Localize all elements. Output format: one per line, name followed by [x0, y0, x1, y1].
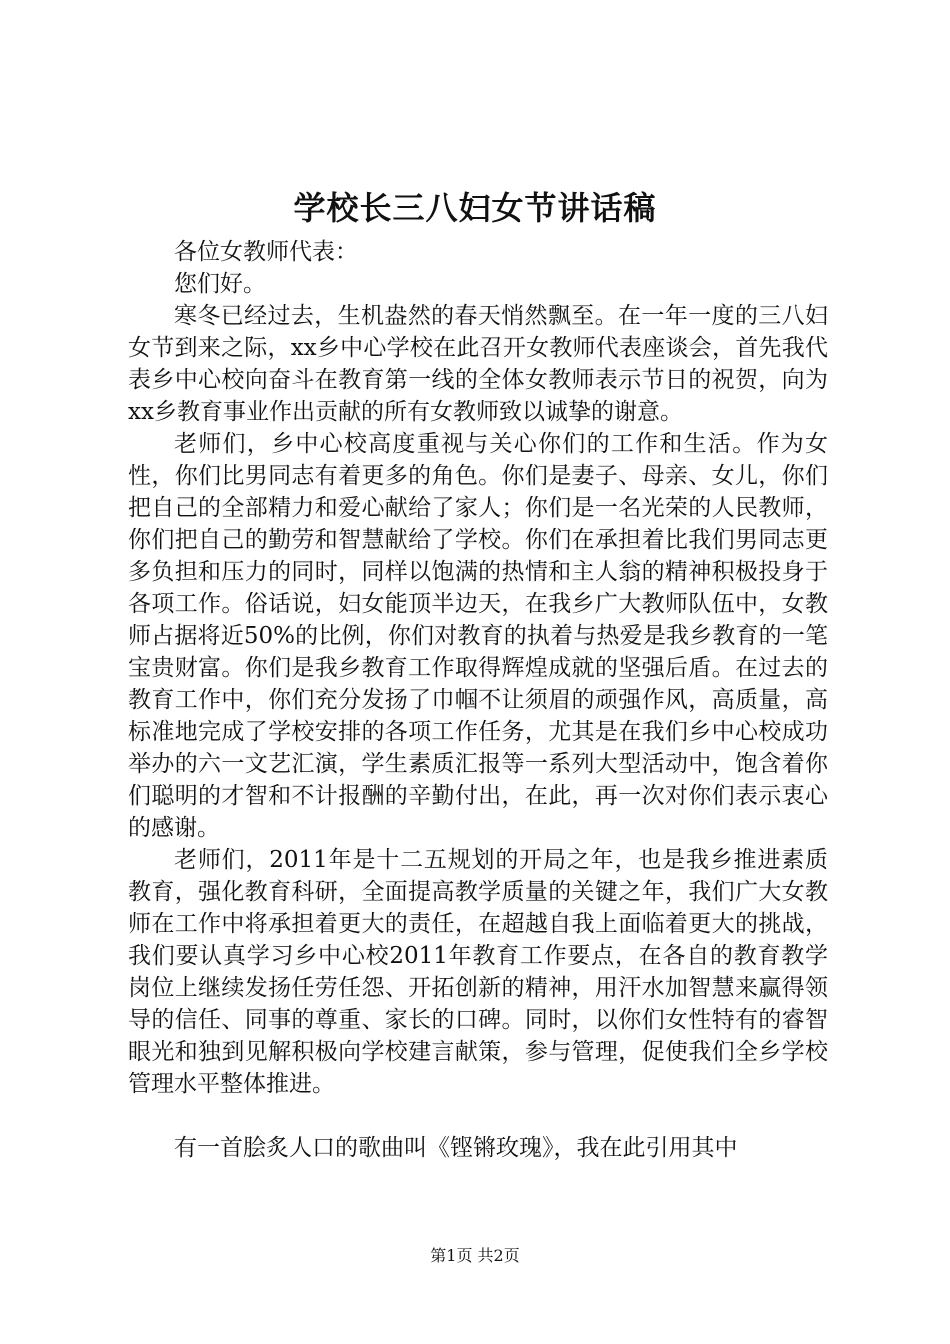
document-body — [128, 236, 828, 1164]
paragraph: 有一首脍炙人口的歌曲叫《铿锵玫瑰》，我在此引用其中 — [174, 1135, 738, 1161]
paragraph: 寒冬已经过去，生机盎然的春天悄然飘至。在一年一度的三八妇女节到来之际，xx乡中心学校在此召开女教师代表座谈会，首先我代表乡中心校向奋斗在教育第一线的全体女教师表示节日的祝贺，向为xx乡教育事业作出贡献的所有女教师致以诚挚的谢意。 — [128, 303, 828, 425]
paragraph: 老师们，乡中心校高度重视与关心你们的工作和生活。作为女性，你们比男同志有着更多的角色。你们是妻子、母亲、女儿，你们把自己的全部精力和爱心献给了家人；你们是一名光荣的人民教师，你们把自己的勤劳和智慧献给了学校。你们在承担着比我们男同志更多负担和压力的同时，同样以饱满的热情和主人翁的精神积极投身于各项工作。俗话说，妇女能顶半边天，在我乡广大教师队伍中，女教师占据将近50%的比例，你们对教育的执着与热爱是我乡教育的一笔宝贵财富。你们是我乡教育工作取得辉煌成就的坚强后盾。在过去的教育工作中，你们充分发扬了巾帼不让须眉的顽强作风，高质量，高标准地完成了学校安排的各项工作任务，尤其是在我们乡中心校成功举办的六一文艺汇演，学生素质汇报等一系列大型活动中，饱含着你们聪明的才智和不计报酬的辛勤付出，在此，再一次对你们表示衷心的感谢。 — [128, 431, 828, 841]
document-title: 学校长三八妇女节讲话稿 — [293, 189, 657, 227]
page-number: 第1页 共2页 — [430, 1246, 520, 1265]
paragraph: 老师们，2011年是十二五规划的开局之年，也是我乡推进素质教育，强化教育科研，全面提高教学质量的关键之年，我们广大女教师在工作中将承担着更大的责任，在超越自我上面临着更大的挑战，我们要认真学习乡中心校2011年教育工作要点，在各自的教育教学岗位上继续发扬任劳任怨、开拓创新的精神，用汗水加智慧来赢得领导的信任、同事的尊重、家长的口碑。同时，以你们女性特有的睿智眼光和独到见解积极向学校建言献策，参与管理，促使我们全乡学校管理水平整体推进。 — [128, 847, 828, 1097]
greeting: 您们好。 — [174, 271, 266, 297]
salutation: 各位女教师代表： — [174, 239, 358, 265]
